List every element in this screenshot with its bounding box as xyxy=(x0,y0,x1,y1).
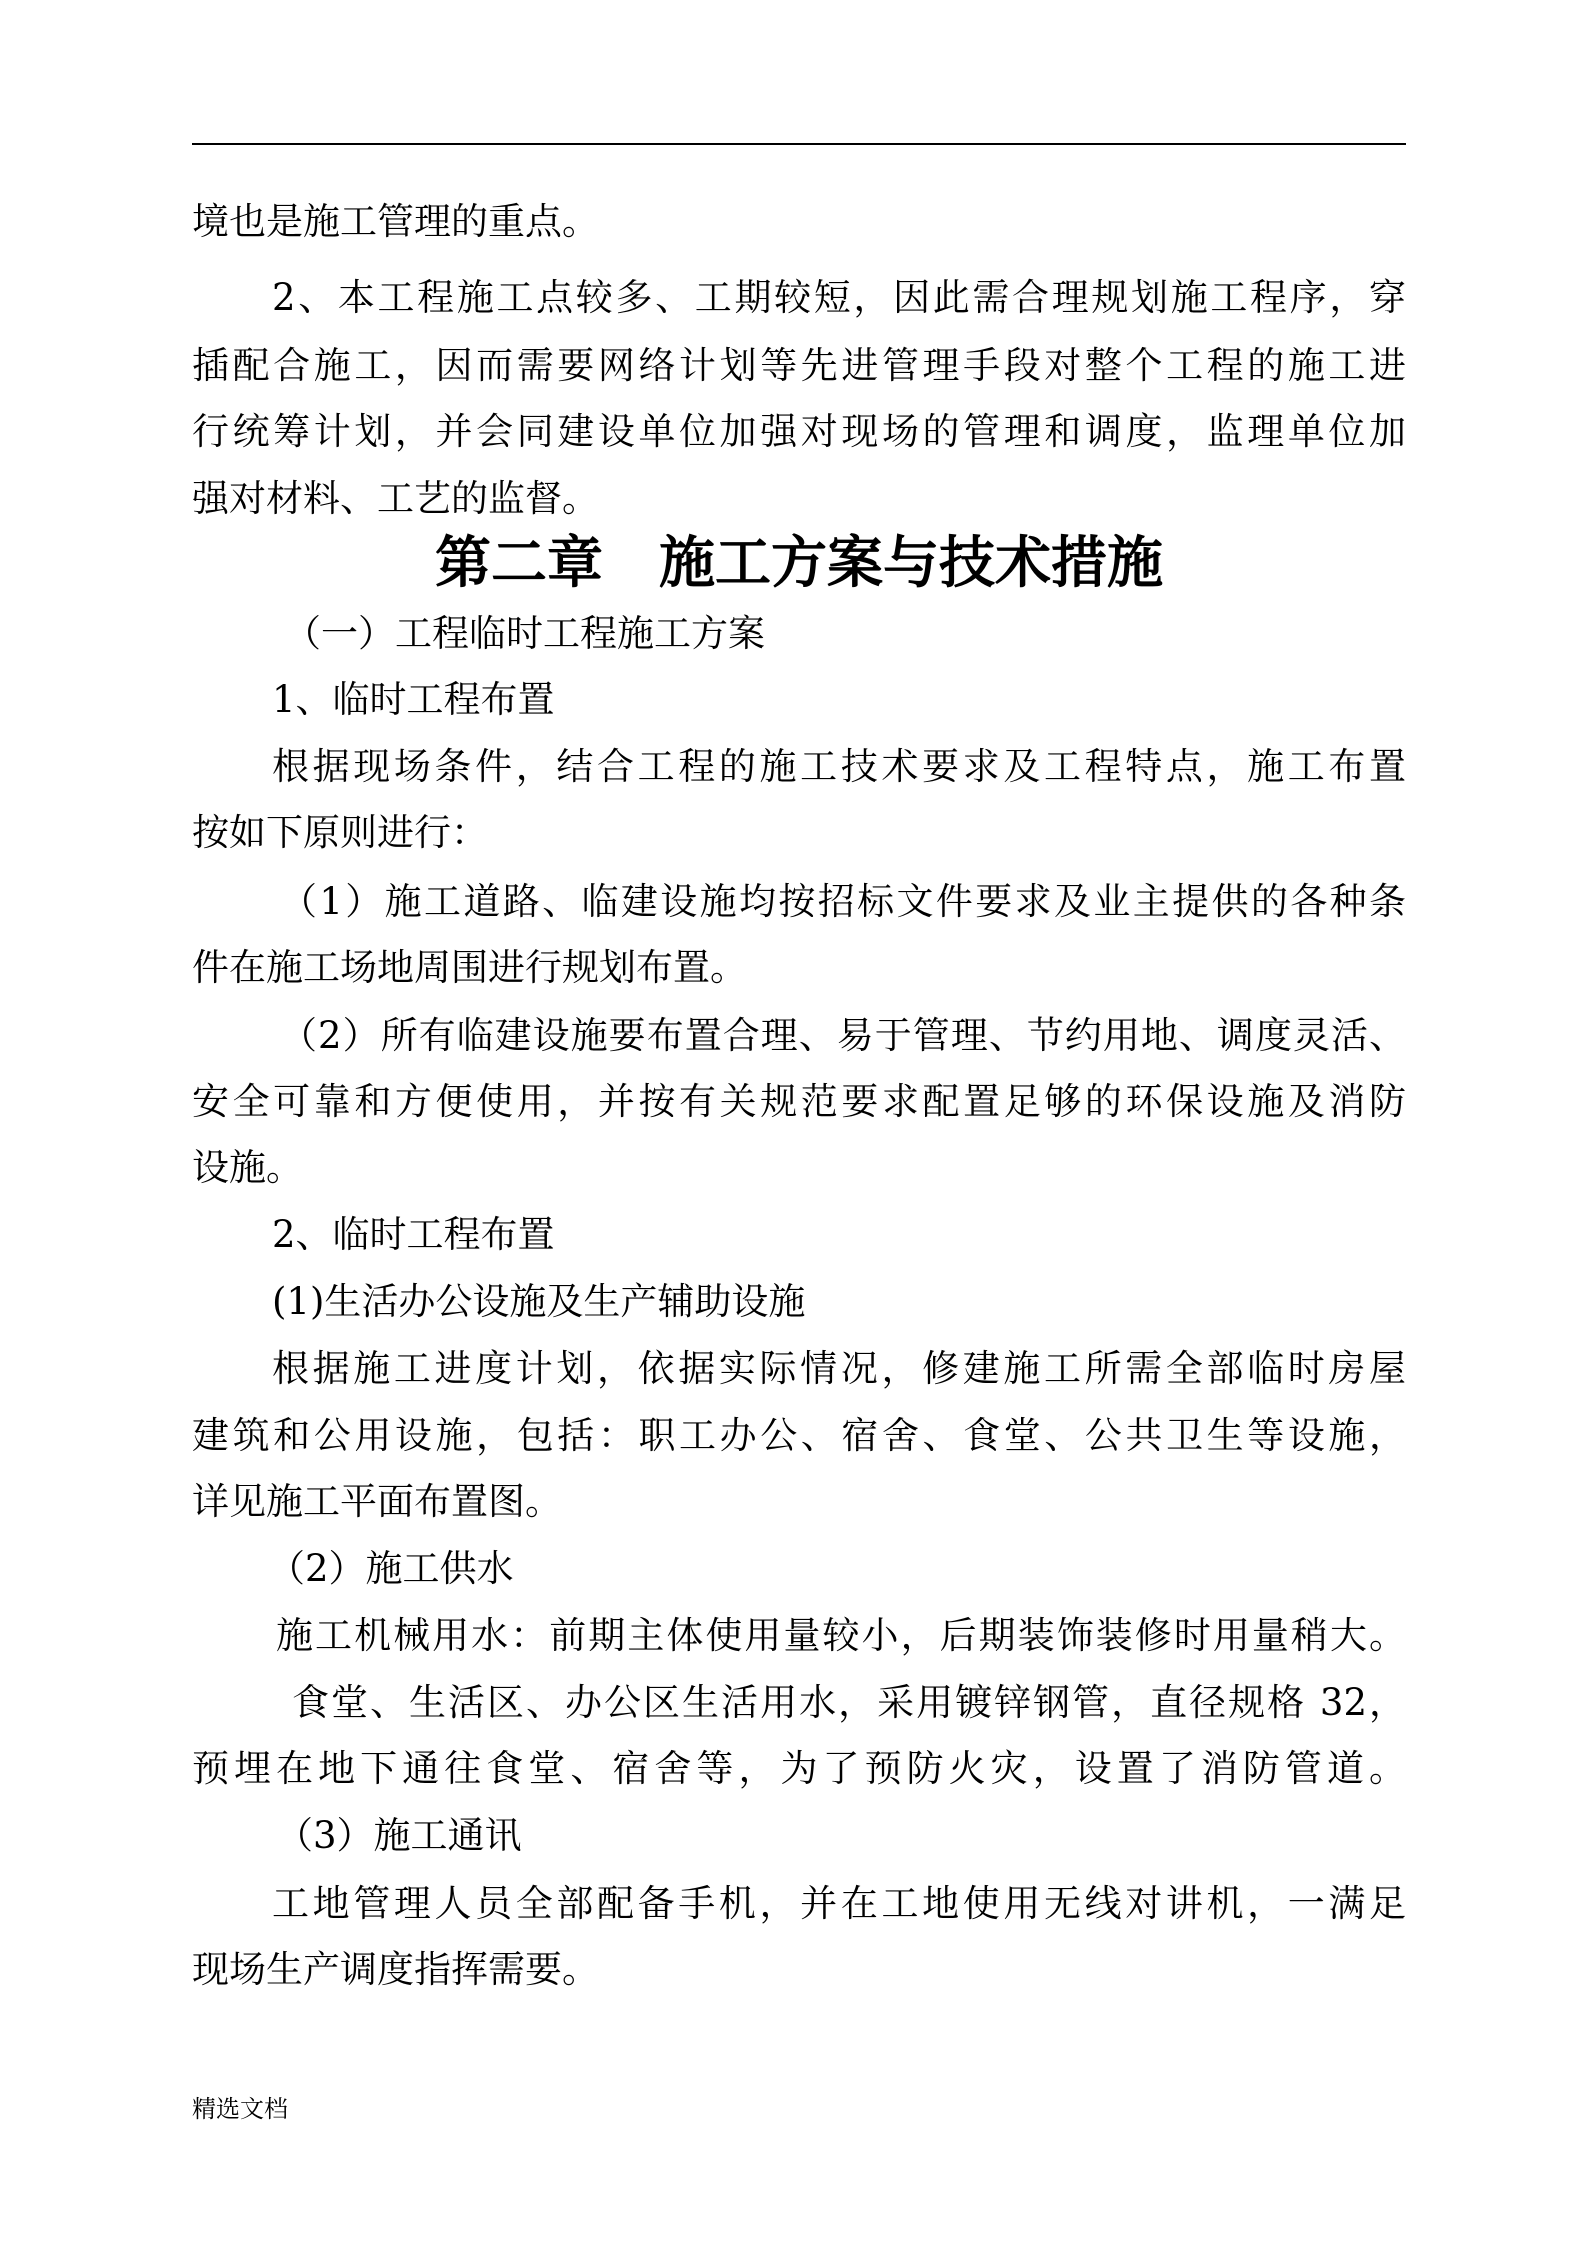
paragraph-line: （1）施工道路、临建设施均按招标文件要求及业主提供的各种条 xyxy=(280,880,1406,923)
paragraph-line: 设施。 xyxy=(192,1146,303,1189)
paragraph-line: 安全可靠和方便使用，并按有关规范要求配置足够的环保设施及消防 xyxy=(192,1080,1406,1123)
subsection-heading: 1、临时工程布置 xyxy=(272,678,555,721)
section-heading: （一）工程临时工程施工方案 xyxy=(284,612,765,655)
paragraph-line: 件在施工场地周围进行规划布置。 xyxy=(192,946,747,989)
paragraph-line: 详见施工平面布置图。 xyxy=(192,1480,562,1523)
paragraph-line: 根据现场条件，结合工程的施工技术要求及工程特点，施工布置 xyxy=(272,745,1406,788)
subsection-heading: (1)生活办公设施及生产辅助设施 xyxy=(272,1280,806,1323)
paragraph-line: 建筑和公用设施，包括：职工办公、宿舍、食堂、公共卫生等设施， xyxy=(192,1414,1406,1457)
paragraph-line: 根据施工进度计划，依据实际情况，修建施工所需全部临时房屋 xyxy=(272,1347,1406,1390)
paragraph-line: 按如下原则进行： xyxy=(192,811,488,854)
paragraph-line: 境也是施工管理的重点。 xyxy=(192,200,599,243)
header-rule xyxy=(192,143,1406,145)
paragraph-line: 强对材料、工艺的监督。 xyxy=(192,477,599,520)
paragraph-line: 插配合施工，因而需要网络计划等先进管理手段对整个工程的施工进 xyxy=(192,344,1406,387)
paragraph-line: 食堂、生活区、办公区生活用水，采用镀锌钢管，直径规格 32， xyxy=(292,1681,1406,1724)
paragraph-line: 施工机械用水：前期主体使用量较小，后期装饰装修时用量稍大。 xyxy=(276,1614,1406,1657)
subsection-heading: 2、临时工程布置 xyxy=(272,1213,555,1256)
chapter-title: 第二章 施工方案与技术措施 xyxy=(435,530,1163,596)
paragraph-line: 2、本工程施工点较多、工期较短，因此需合理规划施工程序，穿 xyxy=(272,276,1406,319)
subsection-heading: （3）施工通讯 xyxy=(276,1814,522,1857)
footer-label: 精选文档 xyxy=(192,2095,288,2123)
subsection-heading: （2）施工供水 xyxy=(268,1547,514,1590)
paragraph-line: 预埋在地下通往食堂、宿舍等，为了预防火灾，设置了消防管道。 xyxy=(192,1747,1406,1790)
paragraph-line: （2）所有临建设施要布置合理、易于管理、节约用地、调度灵活、 xyxy=(280,1014,1406,1057)
paragraph-line: 现场生产调度指挥需要。 xyxy=(192,1948,599,1991)
paragraph-line: 行统筹计划，并会同建设单位加强对现场的管理和调度，监理单位加 xyxy=(192,410,1406,453)
paragraph-line: 工地管理人员全部配备手机，并在工地使用无线对讲机，一满足 xyxy=(272,1882,1406,1925)
